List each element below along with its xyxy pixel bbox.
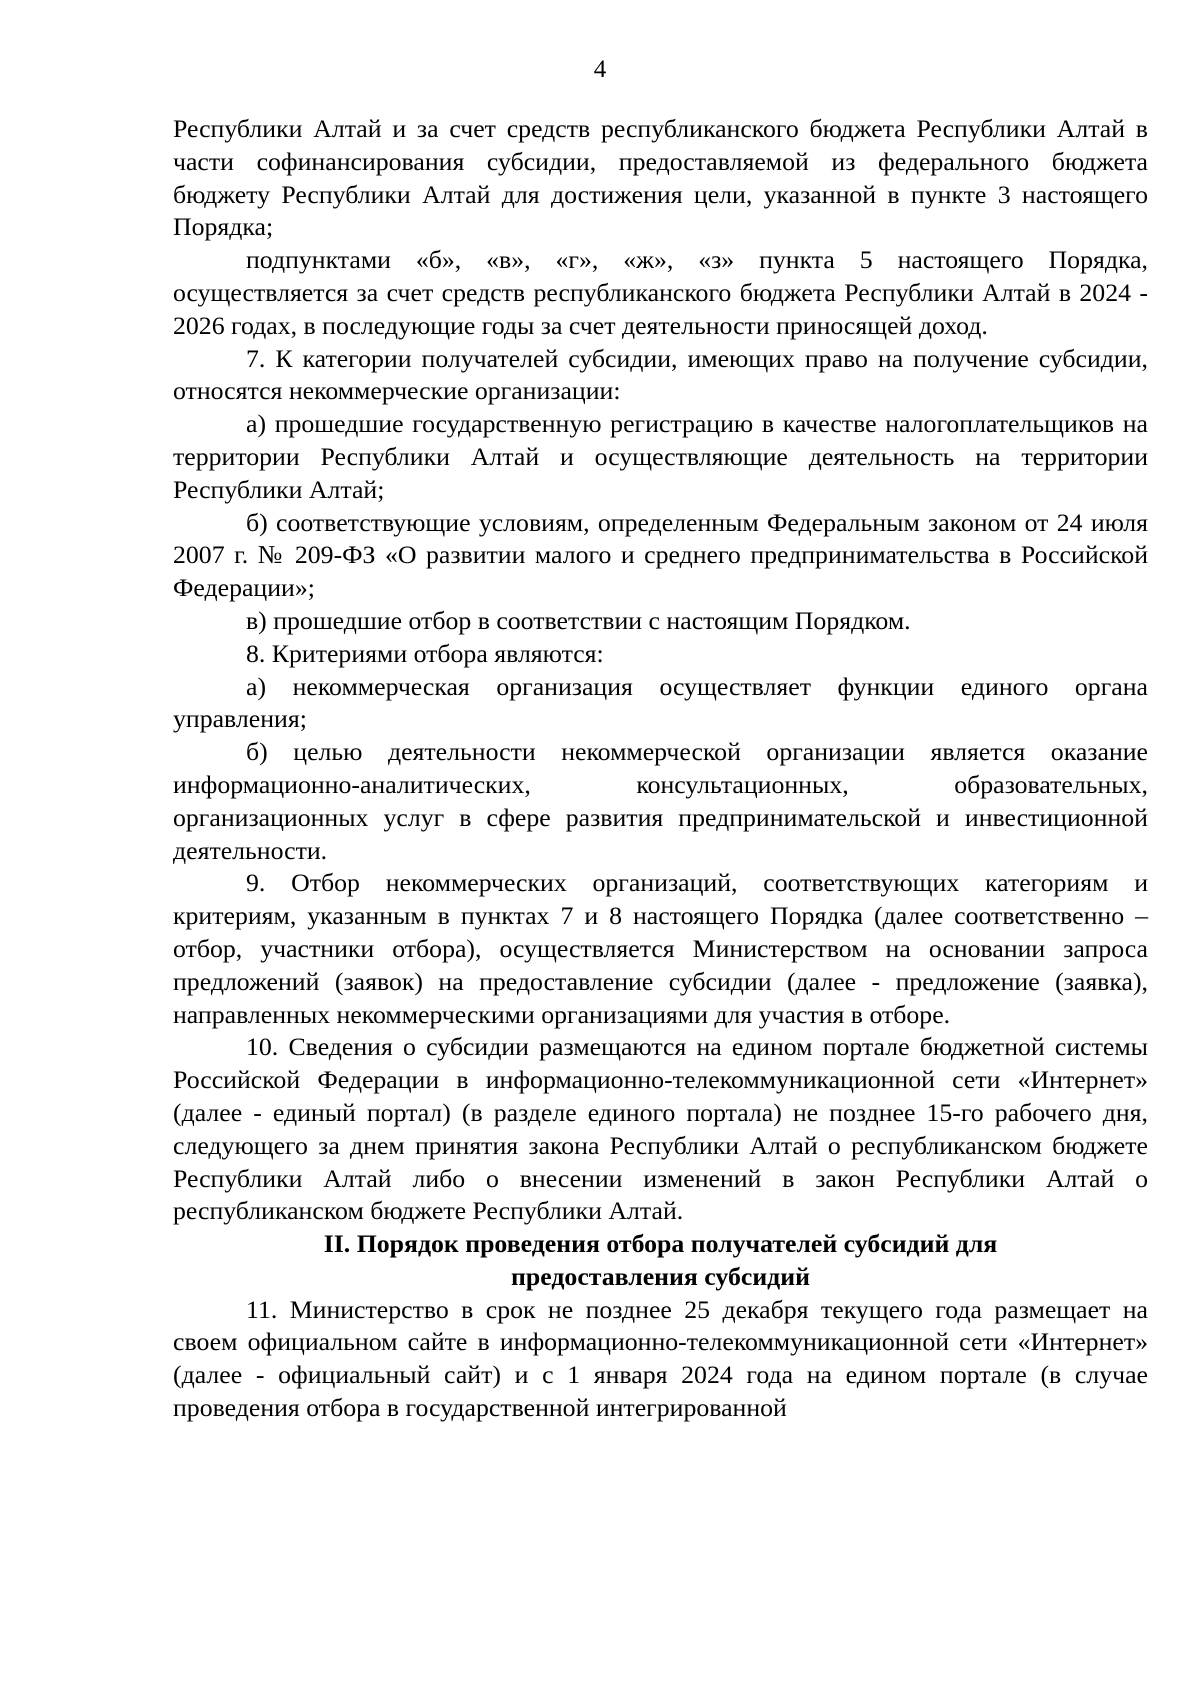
paragraph-7v: в) прошедшие отбор в соответствии с настоящим Порядком. [246, 605, 911, 635]
paragraph-subpoints-funding: подпунктами «б», «в», «г», «ж», «з» пункта 5 настоящего Порядка, осуществляется за счет средств республиканского бюджета Республики Алтай в 2024 - 2026 годах, в последующие годы за счет деятельности приносящей доход. [173, 245, 1148, 340]
paragraph-7: 7. К категории получателей субсидии, имеющих право на получение субсидии, относятся некоммерческие организации: [173, 343, 1148, 406]
section-heading-line-2: предоставления субсидий [511, 1261, 810, 1291]
paragraph-7b: б) соответствующие условиям, определенным Федеральным законом от 24 июля 2007 г. № 209-ФЗ «О развитии малого и среднего предпринимательства в Российской Федерации»; [173, 507, 1148, 603]
paragraph-8b: б) целью деятельности некоммерческой организации является оказание информационно-аналитических, консультационных, образовательных, организационных услуг в сфере развития предпринимательской и инвестиционной деятельности. [173, 737, 1148, 865]
document-body [173, 113, 1148, 1425]
section-heading [173, 1228, 1148, 1294]
page-number: 4 [593, 56, 607, 83]
paragraph-9: 9. Отбор некоммерческих организаций, соответствующих категориям и критериям, указанным в пунктах 7 и 8 настоящего Порядка (далее соответственно – отбор, участники отбора), осуществляется Министерством на основании запроса предложений (заявок) на предоставление субсидии (далее - предложение (заявка), направленных некоммерческими организациями для участия в отборе. [173, 868, 1148, 1029]
paragraph-10: 10. Сведения о субсидии размещаются на едином портале бюджетной системы Российской Федерации в информационно-телекоммуникационной сети «Интернет» (далее - единый портал) (в разделе единого портала) не позднее 15-го рабочего дня, следующего за днем принятия закона Республики Алтай о республиканском бюджете Республики Алтай либо о внесении изменений в закон Республики Алтай о республиканском бюджете Республики Алтай. [173, 1032, 1148, 1226]
section-heading-line-1: II. Порядок проведения отбора получателей субсидий для [323, 1229, 998, 1259]
paragraph-8a: а) некоммерческая организация осуществляет функции единого органа управления; [173, 671, 1148, 734]
paragraph-8: 8. Критериями отбора являются: [246, 638, 604, 668]
paragraph-11: 11. Министерство в срок не позднее 25 декабря текущего года размещает на своем официальном сайте в информационно-телекоммуникационной сети «Интернет» (далее - официальный сайт) и с 1 января 2024 года на едином портале (в случае проведения отбора в государственной интегрированной [173, 1294, 1148, 1423]
paragraph-7a: а) прошедшие государственную регистрацию в качестве налогоплательщиков на территории Республики Алтай и осуществляющие деятельность на территории Республики Алтай; [173, 409, 1148, 504]
paragraph-continuation: Республики Алтай и за счет средств республиканского бюджета Республики Алтай в части софинансирования субсидии, предоставляемой из федерального бюджета бюджету Республики Алтай для достижения цели, указанной в пункте 3 настоящего Порядка; [173, 114, 1148, 242]
